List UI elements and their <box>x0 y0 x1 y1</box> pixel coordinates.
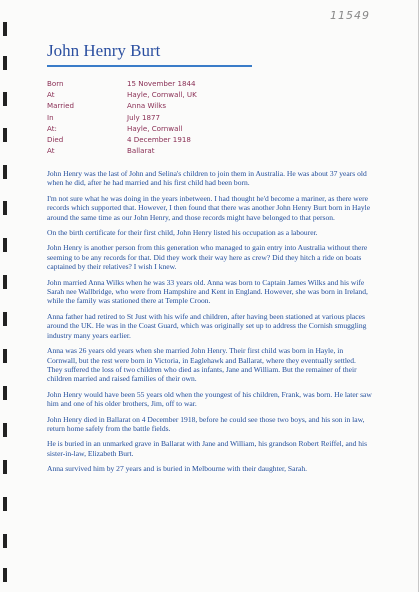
binding-mark <box>3 201 7 215</box>
paragraph: John Henry would have been 55 years old when the youngest of his children, Frank, was born. He later saw him and one of his older brothers, Jim, off to war. <box>47 389 372 409</box>
binding-mark <box>3 275 7 289</box>
binding-mark <box>3 534 7 548</box>
binding-mark <box>3 497 7 511</box>
binding-mark <box>3 312 7 326</box>
title-underline <box>47 65 252 67</box>
binding-mark <box>3 165 7 179</box>
fact-row <box>47 123 197 134</box>
paragraph: John married Anna Wilks when he was 33 years old. Anna was born to Captain James Wilks and his wife Sarah nee Wallbridge, who were from Hampshire and Kent in England. However, she was born in Ireland, while the family was stationed there at Temple Croon. <box>47 277 368 306</box>
binding-mark <box>3 56 7 70</box>
fact-label: Died <box>47 135 64 145</box>
fact-label: In <box>47 112 54 122</box>
fact-value: 4 December 1918 <box>127 135 191 145</box>
fact-value: 15 November 1844 <box>127 79 196 88</box>
fact-label: At <box>47 146 55 156</box>
paragraph: Anna father had retired to St Just with his wife and children, after having been stationed at various places around the UK. He was in the Coast Guard, which was originally set up to address the Cornish smuggling industry many years earlier. <box>47 311 367 340</box>
paragraph: I'm not sure what he was doing in the years inbetween. I had thought he'd become a mariner, as there were records which supported that. However, I then found that there was another John Henry Burt born in Hayle around the same time as our John Henry, and those records might have belonged to that person. <box>47 193 371 222</box>
paragraph: Anna survived him by 27 years and is buried in Melbourne with their daughter, Sarah. <box>47 464 308 474</box>
binding-mark <box>3 22 7 36</box>
binding-mark <box>3 238 7 252</box>
binding-mark <box>3 423 7 437</box>
paragraph: On the birth certificate for their first child, John Henry listed his occupation as a labourer. <box>47 228 318 238</box>
binding-mark <box>3 386 7 400</box>
biography-text <box>47 169 373 480</box>
page-title: John Henry Burt <box>47 41 161 60</box>
paragraph: John Henry was the last of John and Selina's children to join them in Australia. He was about 37 years old when he did, after he had married and his first child had been born. <box>47 169 367 188</box>
fact-row <box>47 100 197 111</box>
fact-label: Born <box>47 79 64 88</box>
paragraph: Anna was 26 years old years when she married John Henry. Their first child was born in Hayle, in Cornwall, but the rest were born in Victoria, in Eaglehawk and Ballarat, where they eventually settled. They suffered the loss of two children who died as infants, Jane and William. But the remainer of their children married and raised families of their own. <box>47 346 357 384</box>
fact-value: Hayle, Cornwall, UK <box>127 90 197 100</box>
fact-label: At <box>47 90 55 100</box>
fact-row <box>47 78 197 89</box>
binding-mark <box>3 349 7 363</box>
fact-row <box>47 145 197 156</box>
fact-value: Ballarat <box>127 146 155 156</box>
binding-mark <box>3 568 7 582</box>
binding-mark <box>3 460 7 474</box>
paragraph: John Henry died in Ballarat on 4 December 1918, before he could see those two boys, and his son in law, return home safely from the battle fields. <box>47 414 365 433</box>
paragraph: John Henry is another person from this generation who managed to gain entry into Australia without there seeming to be any records for that. Did they work their way here as crew? Did they hitch a ride on boats captained by their relatives? I wish I knew. <box>47 243 368 272</box>
binding-mark <box>3 92 7 106</box>
fact-label: At: <box>47 123 57 133</box>
binding-mark <box>3 128 7 142</box>
vital-facts-list <box>47 78 197 156</box>
paragraph: He is buried in an unmarked grave in Ballarat with Jane and William, his grandson Robert Reiffel, and his sister-in-law, Elizabeth Burt. <box>47 439 368 458</box>
fact-row <box>47 112 197 123</box>
fact-row <box>47 89 197 100</box>
fact-value: Anna Wilks <box>127 101 167 111</box>
fact-row <box>47 134 197 145</box>
fact-value: July 1877 <box>127 112 161 122</box>
fact-value: Hayle, Cornwall <box>127 123 183 133</box>
handwritten-page-number: 11549 <box>330 9 370 22</box>
fact-label: Married <box>47 101 75 111</box>
